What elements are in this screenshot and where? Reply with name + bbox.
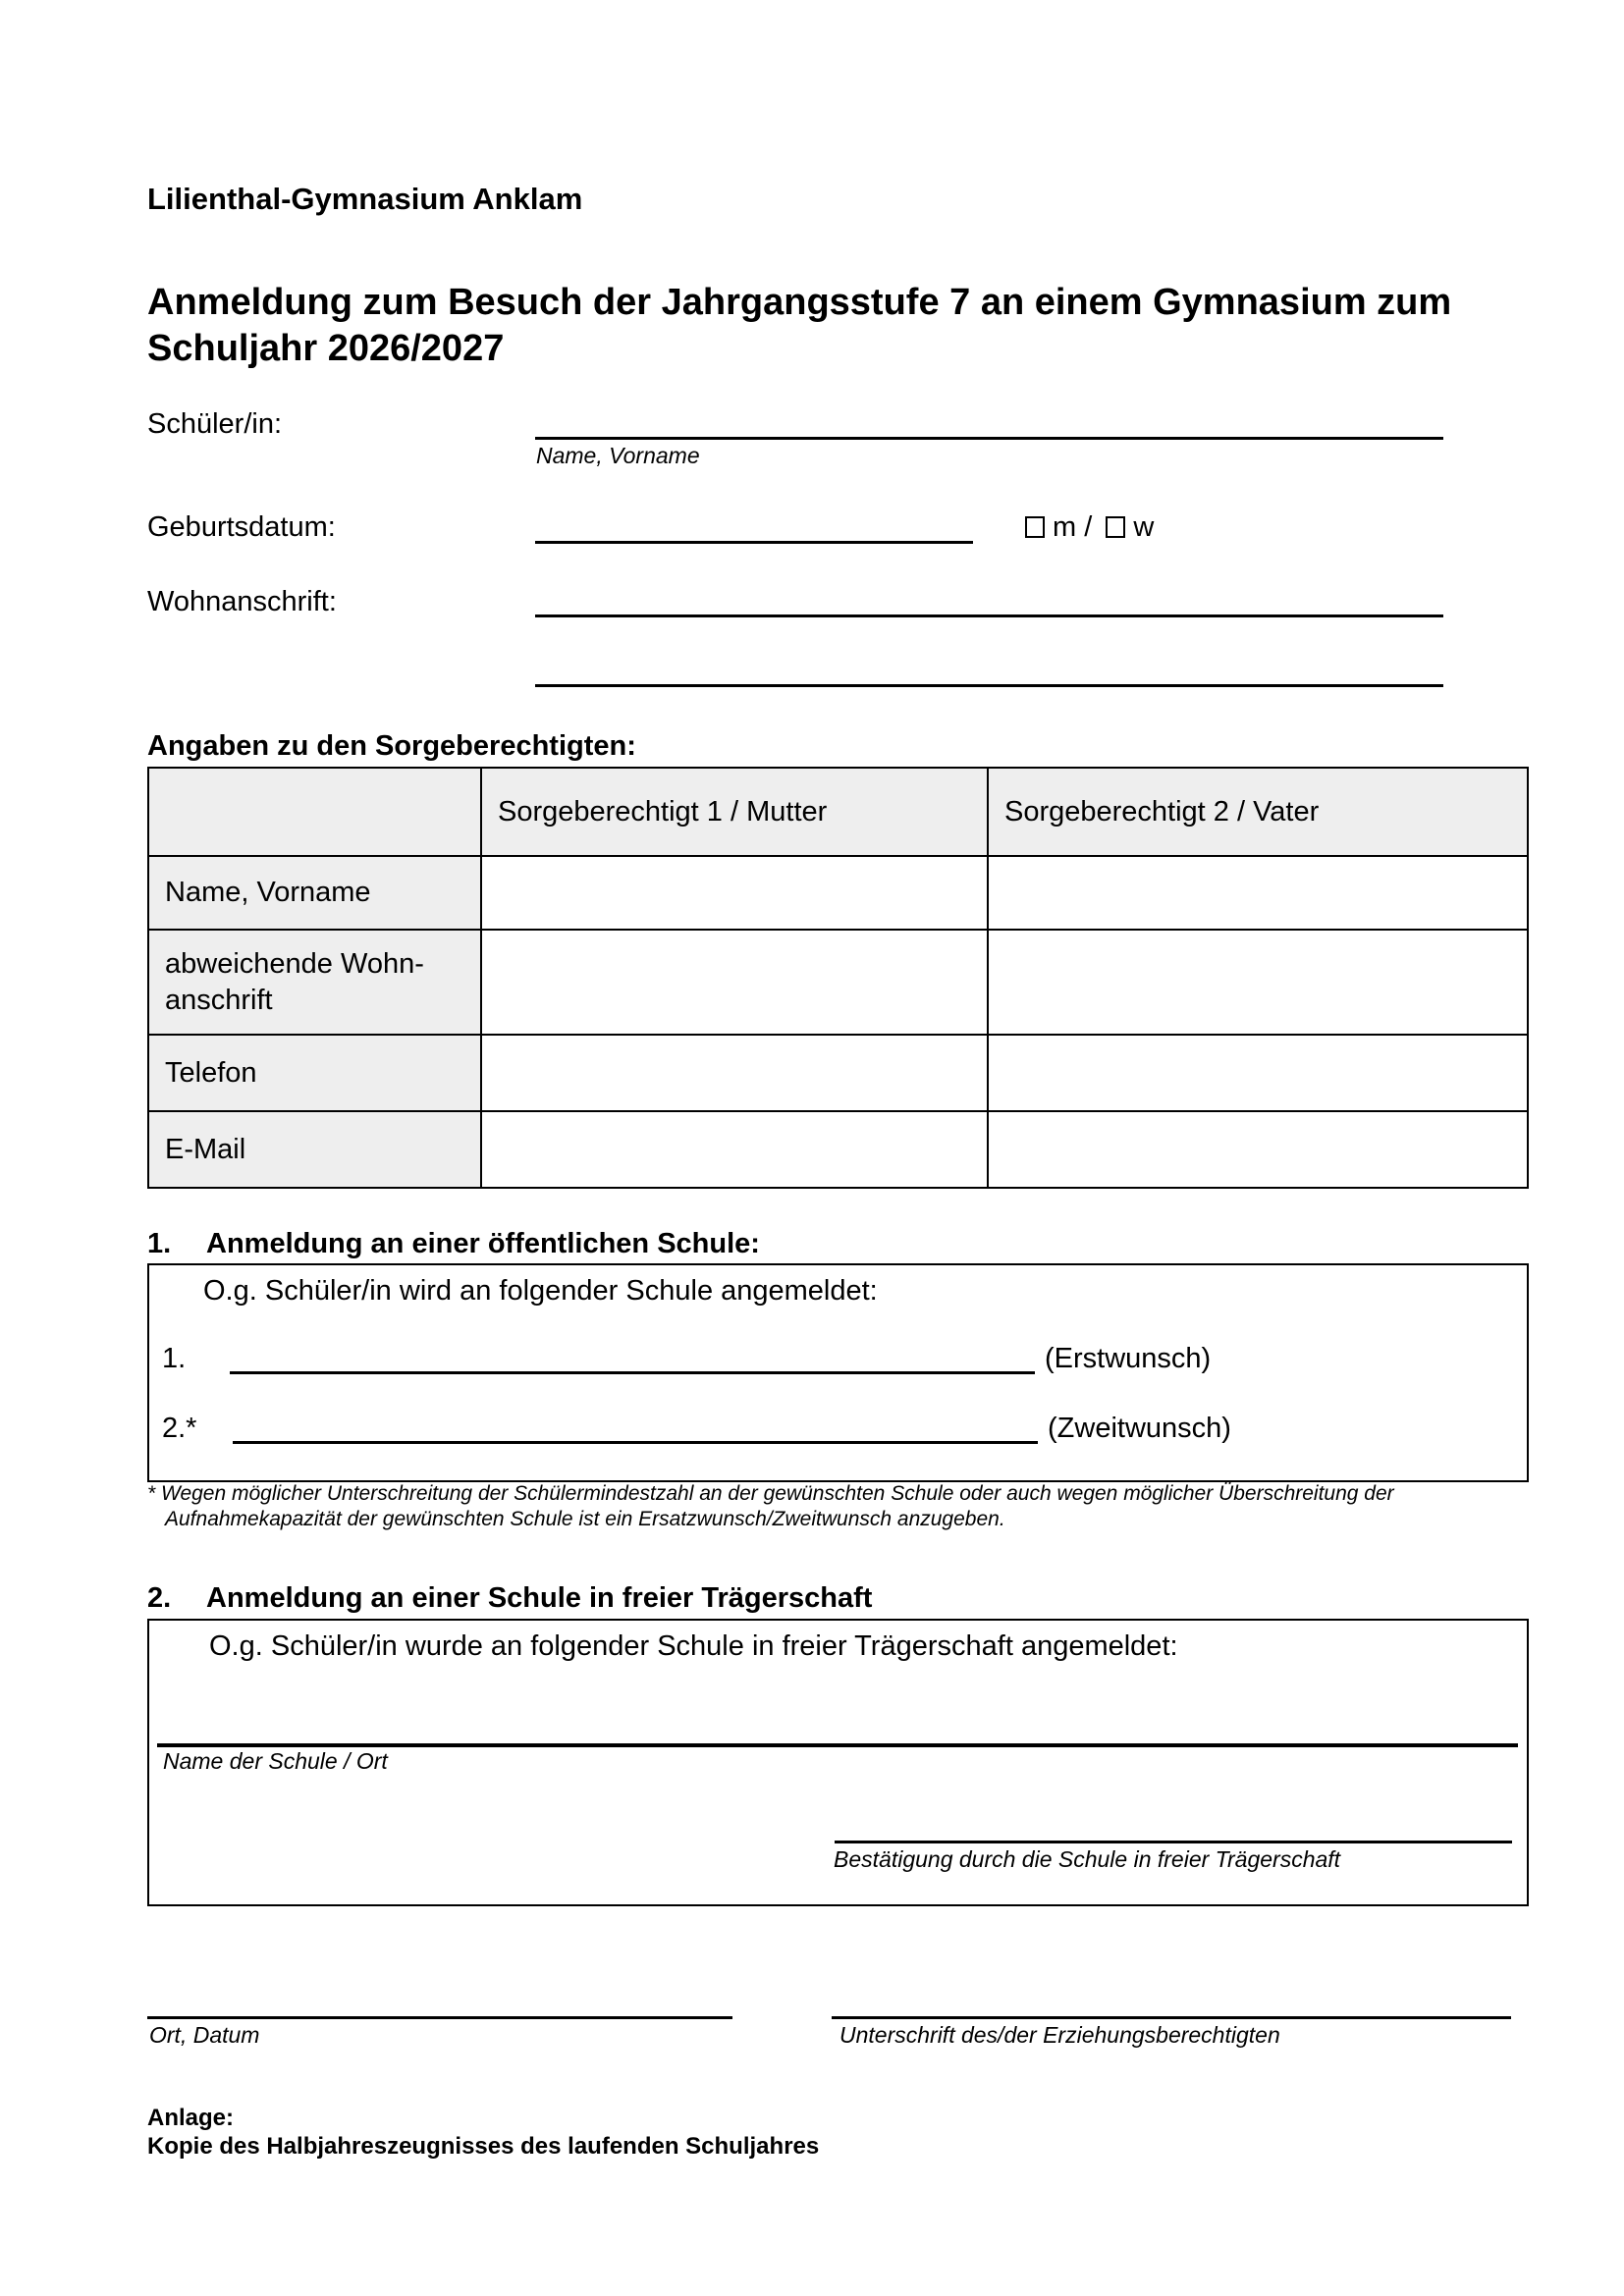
page-title-line1: Anmeldung zum Besuch der Jahrgangsstufe 7 an einem Gymnasium zum: [147, 282, 1452, 323]
school-name: Lilienthal-Gymnasium Anklam: [147, 182, 583, 216]
row-label: Name, Vorname: [148, 856, 481, 930]
gender-selector: [1025, 513, 1154, 542]
input-cell[interactable]: [988, 1111, 1528, 1188]
place-date-hint: Ort, Datum: [149, 2022, 260, 2048]
input-cell[interactable]: [988, 856, 1528, 930]
row-label: E-Mail: [148, 1111, 481, 1188]
place-date-field[interactable]: [147, 2016, 732, 2019]
table-row: [148, 1111, 1528, 1188]
input-cell[interactable]: [481, 856, 988, 930]
gender-w-label: w: [1133, 511, 1155, 543]
table-header-row: [148, 768, 1528, 856]
section1-heading: Anmeldung an einer öffentlichen Schule:: [206, 1228, 760, 1259]
row-label: Telefon: [148, 1035, 481, 1111]
page-title-line2: Schuljahr 2026/2027: [147, 328, 505, 369]
student-label: Schüler/in:: [147, 408, 283, 440]
input-cell[interactable]: [988, 930, 1528, 1035]
checkbox-male[interactable]: [1025, 516, 1045, 538]
signature-field[interactable]: [832, 2016, 1511, 2019]
guardians-heading: Angaben zu den Sorgeberechtigten:: [147, 730, 636, 762]
confirmation-field[interactable]: [835, 1841, 1512, 1843]
checkbox-female[interactable]: [1106, 516, 1125, 538]
guardians-table: [147, 767, 1529, 1189]
choice1-number: 1.: [162, 1343, 187, 1374]
choice2-label: (Zweitwunsch): [1048, 1413, 1231, 1444]
table-header-cell: Sorgeberechtigt 1 / Mutter: [481, 768, 988, 856]
input-cell[interactable]: [481, 1035, 988, 1111]
signature-hint: Unterschrift des/der Erziehungsberechtigten: [839, 2022, 1280, 2048]
row-label: abweichende Wohn- anschrift: [148, 930, 481, 1035]
table-row: [148, 1035, 1528, 1111]
table-row: [148, 930, 1528, 1035]
section1-intro: O.g. Schüler/in wird an folgender Schule angemeldet:: [203, 1275, 878, 1307]
footnote-line2: Aufnahmekapazität der gewünschten Schule ist ein Ersatzwunsch/Zweitwunsch anzugeben.: [165, 1508, 1005, 1530]
private-school-hint: Name der Schule / Ort: [163, 1748, 388, 1774]
choice2-number: 2.*: [162, 1413, 197, 1444]
section2-number: 2.: [147, 1582, 172, 1614]
birthdate-label: Geburtsdatum:: [147, 511, 336, 543]
section1-number: 1.: [147, 1228, 172, 1259]
student-name-field[interactable]: [535, 437, 1443, 440]
table-header-cell: Sorgeberechtigt 2 / Vater: [988, 768, 1528, 856]
input-cell[interactable]: [481, 1111, 988, 1188]
footnote-line1: * Wegen möglicher Unterschreitung der Schülermindestzahl an der gewünschten Schule oder auch wegen möglicher Überschreitung der: [147, 1482, 1394, 1505]
choice2-field[interactable]: [233, 1441, 1038, 1444]
private-school-field[interactable]: [157, 1743, 1518, 1747]
confirmation-hint: Bestätigung durch die Schule in freier Trägerschaft: [834, 1846, 1341, 1872]
choice1-label: (Erstwunsch): [1045, 1343, 1212, 1374]
table-row: [148, 856, 1528, 930]
attachment-label: Anlage:: [147, 2105, 235, 2131]
input-cell[interactable]: [481, 930, 988, 1035]
birthdate-field[interactable]: [535, 541, 973, 544]
address-field-2[interactable]: [535, 684, 1443, 687]
attachment-text: Kopie des Halbjahreszeugnisses des laufenden Schuljahres: [147, 2133, 820, 2160]
gender-m-label: m /: [1053, 511, 1093, 543]
student-name-hint: Name, Vorname: [536, 443, 700, 468]
choice1-field[interactable]: [230, 1371, 1035, 1374]
section2-intro: O.g. Schüler/in wurde an folgender Schule in freier Trägerschaft angemeldet:: [209, 1630, 1178, 1662]
input-cell[interactable]: [988, 1035, 1528, 1111]
table-header-cell: [148, 768, 481, 856]
address-field-1[interactable]: [535, 614, 1443, 617]
section2-heading: Anmeldung an einer Schule in freier Trägerschaft: [206, 1582, 873, 1614]
address-label: Wohnanschrift:: [147, 586, 337, 617]
